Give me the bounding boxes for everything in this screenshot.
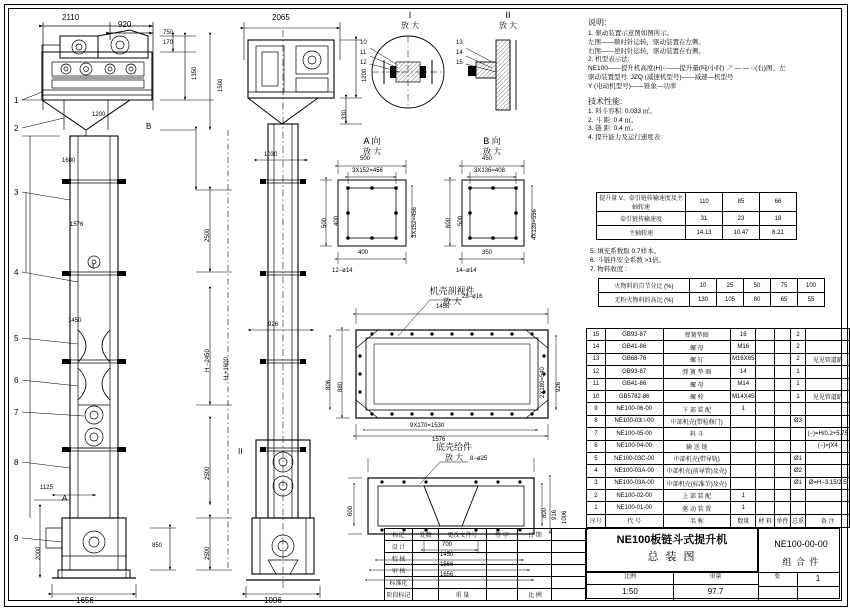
view-A-title: A 向 [363, 136, 381, 146]
weight-value: 97.7 [707, 587, 724, 596]
detail-II-item-14: 14 [456, 50, 463, 56]
scale-value: 1:50 [622, 587, 638, 596]
dim-bottom-916: 916 [552, 509, 558, 520]
drawing-title-main: NE100板链斗式提升机 [616, 534, 728, 546]
detail-II-title: II [505, 10, 511, 20]
head-assembly-title: 机壳剖视件 [429, 286, 475, 296]
note-line: Y (电动机型号)——锥象—功率 [588, 82, 677, 90]
balloon-5: 5 [14, 334, 19, 343]
dim-1125: 1125 [40, 485, 53, 491]
dim-B-4x139: 4X139=556 [532, 209, 538, 240]
dim-bottom-8holes: 8−ø25 [470, 456, 488, 462]
table-row[interactable]: 3 NE100-03A-00 中部机壳(标准节)及壳) Ø1 Ø=H−3.15/2.5 [587, 477, 850, 489]
dim-2110: 2110 [62, 13, 80, 22]
dim-B-350: 350 [482, 250, 493, 256]
dim-B-500: 500 [458, 215, 464, 226]
dim-bottom-1566: 1566 [440, 562, 454, 568]
bottom-assembly-title: 底壳给件 [435, 442, 472, 452]
dim-head-880: 880 [338, 381, 344, 392]
dim-A-500b: 500 [322, 217, 328, 228]
table-row[interactable]: 11 GB41-86 螺 母 M14 1 [587, 378, 850, 390]
label-II: II [238, 447, 243, 456]
spec-lines [588, 108, 836, 143]
dim-1006: 1006 [264, 596, 282, 605]
scale-label: 比例 [623, 574, 636, 580]
drawing-number: NE100-00-00 [774, 539, 828, 549]
bill-of-materials [586, 328, 850, 528]
view-A-subtitle: 放 大 [362, 147, 382, 156]
dim-926: 926 [268, 322, 279, 328]
drawing-title-sub: 总 装 图 [647, 551, 697, 563]
table-row[interactable]: 7 NE100-05-00 料 斗 (−)=H/0.2+5.75 [587, 428, 850, 440]
detail-I-item-12: 12 [360, 60, 367, 66]
material-table-wrap [598, 278, 825, 307]
dim-1576: 1576 [70, 222, 84, 228]
label-A: A [62, 494, 68, 503]
signature-block [384, 528, 586, 599]
note-line: 右图——逆时针运转，驱动装置在右侧。 [588, 47, 705, 55]
note-line: 2. 机型表示法: [588, 56, 630, 64]
dim-head-806: 806 [326, 379, 332, 390]
table-row[interactable]: 13 GB68-76 螺 钉 M16X65 2 见见管道路 [587, 353, 850, 365]
assembly-label: 组 合 件 [782, 557, 820, 567]
performance-table: 提升量 V、牵引链传输速度及主轴转速 110 85 66 牵引链传输速度 31 23 18 主轴转速 14.13 10.47 8.21 [596, 192, 797, 240]
dim-side-1200: 1200 [362, 68, 368, 82]
dim-1680: 1680 [62, 158, 76, 164]
detail-I-subtitle: 放 大 [400, 21, 420, 30]
table-row[interactable]: 12 GB93-87 弹 簧 垫 圈 14 1 [587, 366, 850, 378]
balloon-9: 9 [14, 534, 19, 543]
view-B-title: B 向 [483, 136, 501, 146]
bom-header-row: 序号 代 号 名 称 数量 材 料 单件 总重 备 注 [587, 514, 850, 527]
table-row[interactable]: 10 GB5782-86 螺 栓 M14X45 1 见见管道路 [587, 390, 850, 402]
dim-2065: 2065 [272, 13, 290, 22]
notes-heading: 说明: [588, 18, 607, 27]
table-row[interactable]: 15 GB93-87 弹簧垫圈 16 2 [587, 329, 850, 341]
dim-A-3x152: 3X152=456 [352, 168, 383, 174]
dim-1030: 1030 [264, 152, 278, 158]
detail-I-title: I [408, 10, 412, 20]
detail-II-subtitle: 放 大 [498, 21, 518, 30]
table-row[interactable]: 5 NE100-03C-00 中部机壳(带导轨) Ø1 [587, 452, 850, 464]
notes-block [588, 18, 836, 143]
dim-2500a: 2500 [205, 228, 211, 242]
dim-bottom-600: 600 [348, 505, 354, 516]
dim-2500d: 2500 [205, 546, 211, 560]
table-row[interactable]: 4 NE100-03A-00 中部机壳(前导管)及壳) Ø2 [587, 465, 850, 477]
title-block [586, 528, 840, 599]
table-row[interactable]: 6 NE100-04-00 输 送 链 (−)=∫X4 [587, 440, 850, 452]
balloon-2: 2 [14, 124, 19, 133]
head-assembly-subtitle: 放 大 [442, 297, 462, 306]
weight-label: 重量 [709, 574, 722, 580]
note-line: 5. 填充系数取 0.7样本。 [590, 248, 661, 255]
balloon-4: 4 [14, 268, 19, 277]
dim-A-400b: 400 [358, 250, 369, 256]
dim-750: 750 [163, 30, 174, 36]
balloon-7: 7 [14, 408, 19, 417]
dim-170: 170 [163, 40, 174, 46]
dim-head-1456: 1456 [436, 304, 450, 310]
dim-head-2x180: 2X180=540 [540, 367, 546, 398]
bom-wrap [586, 328, 850, 528]
note-line: 3. 链 距: 0.4 ㎡。 [588, 125, 638, 133]
spec-heading: 技术性能: [588, 96, 623, 106]
dim-side-330: 330 [342, 109, 348, 120]
label-I: I [92, 262, 95, 271]
note-line: 左图——顺时针运转，驱动装置在左侧。 [588, 38, 705, 46]
dim-B-450: 450 [482, 156, 493, 162]
dim-B-3x136: 3X136=408 [474, 168, 505, 174]
dim-head-28holes: 28−ø16 [462, 294, 483, 300]
table-row[interactable]: 1 NE100-01-00 驱 动 装 置 1 [587, 502, 850, 514]
dim-bottom-700: 700 [442, 542, 453, 548]
dim-A-500: 500 [360, 156, 371, 162]
note-line: 1. 驱动装置示意图如图所示。 [588, 30, 674, 38]
label-B: B [146, 122, 152, 131]
dim-920: 920 [118, 20, 132, 29]
note-line: 2. 斗 距: 0.4 ㎡。 [588, 116, 638, 124]
dim-head-9x170: 9X170=1530 [410, 423, 445, 429]
dim-head-926: 926 [556, 381, 562, 392]
dim-1656: 1656 [76, 596, 94, 605]
dim-A-400: 400 [334, 215, 340, 226]
dim-A-holes: 12−ø14 [332, 268, 353, 274]
table-row[interactable]: 14 GB41-86 螺 母 M16 2 [587, 341, 850, 353]
table-row[interactable]: 9 NE100-06-00 下 部 装 配 1 [587, 403, 850, 415]
perf-table-wrap [596, 192, 797, 240]
sheet-no: 1 [815, 574, 821, 583]
dim-2000: 2000 [36, 546, 42, 560]
dim-bottom-1656: 1656 [440, 572, 454, 578]
balloon-8: 8 [14, 458, 19, 467]
balloon-6: 6 [14, 376, 19, 385]
detail-I-item-11: 11 [360, 50, 367, 56]
notes-lines [588, 30, 836, 91]
note-line: 6. 斗链件安全系数 >1倍。 [590, 256, 665, 264]
dim-1500: 1500 [218, 78, 224, 92]
table-row[interactable]: 2 NE100-02-00 上 部 装 配 1 [587, 490, 850, 502]
sheet-label: 张 [774, 574, 781, 580]
dim-1200: 1200 [92, 112, 106, 118]
balloon-3: 3 [14, 188, 19, 197]
dim-H2450: H −2450 [205, 349, 211, 372]
note-line: 4. 提升能力及运行速度表: [588, 134, 663, 142]
detail-II-item-15: 15 [456, 60, 463, 66]
material-table: 火物料的自节分比 (%) 10 25 50 75 100 无粉火物料的高比 (%) 130 105 80 65 55 [598, 278, 825, 307]
dim-B-holes: 14−ø14 [456, 268, 477, 274]
detail-II-item-13: 13 [456, 40, 463, 46]
dim-bottom-800: 800 [542, 507, 548, 518]
note-line: 1. 料斗容积: 0.033 ㎥。 [588, 107, 656, 115]
dim-bottom-1450: 1450 [440, 552, 454, 558]
signature-table: 标记 处数 更改文件号 签 字 日 期 设 计 校 核 审 核 标准化 阶段标记 重 量 比 例 [384, 528, 586, 601]
dim-1450: 1450 [68, 318, 82, 324]
note-line: NE100——提升机高度(H)○——提升量(吨/小时) ↗ — — ○(右)图、左 [588, 65, 786, 73]
table-row[interactable]: 8 NE100-03□-00 中部机壳(带检修门) Ø3 [587, 415, 850, 427]
dim-850: 850 [152, 543, 163, 549]
after-table-notes [590, 248, 840, 274]
dim-B-600: 600 [446, 217, 452, 228]
dim-head-1576: 1576 [432, 437, 446, 443]
detail-I-item-10: 10 [360, 40, 367, 46]
dim-1350: 1350 [192, 66, 198, 80]
dim-2500c: 2500 [205, 466, 211, 480]
dim-bottom-1006: 1006 [562, 510, 568, 524]
view-B-subtitle: 放 大 [482, 147, 502, 156]
dim-H1600: H +1600 [224, 357, 230, 380]
dim-A-3x152b: 3X152=456 [412, 207, 418, 238]
note-line: 7. 物料收度 : [590, 265, 627, 273]
bottom-assembly-subtitle: 放 大 [444, 453, 464, 462]
balloon-1: 1 [14, 96, 19, 105]
note-line: 驱动装置型号: JZQ (减速机型号)——减速—机型号 [588, 74, 734, 82]
